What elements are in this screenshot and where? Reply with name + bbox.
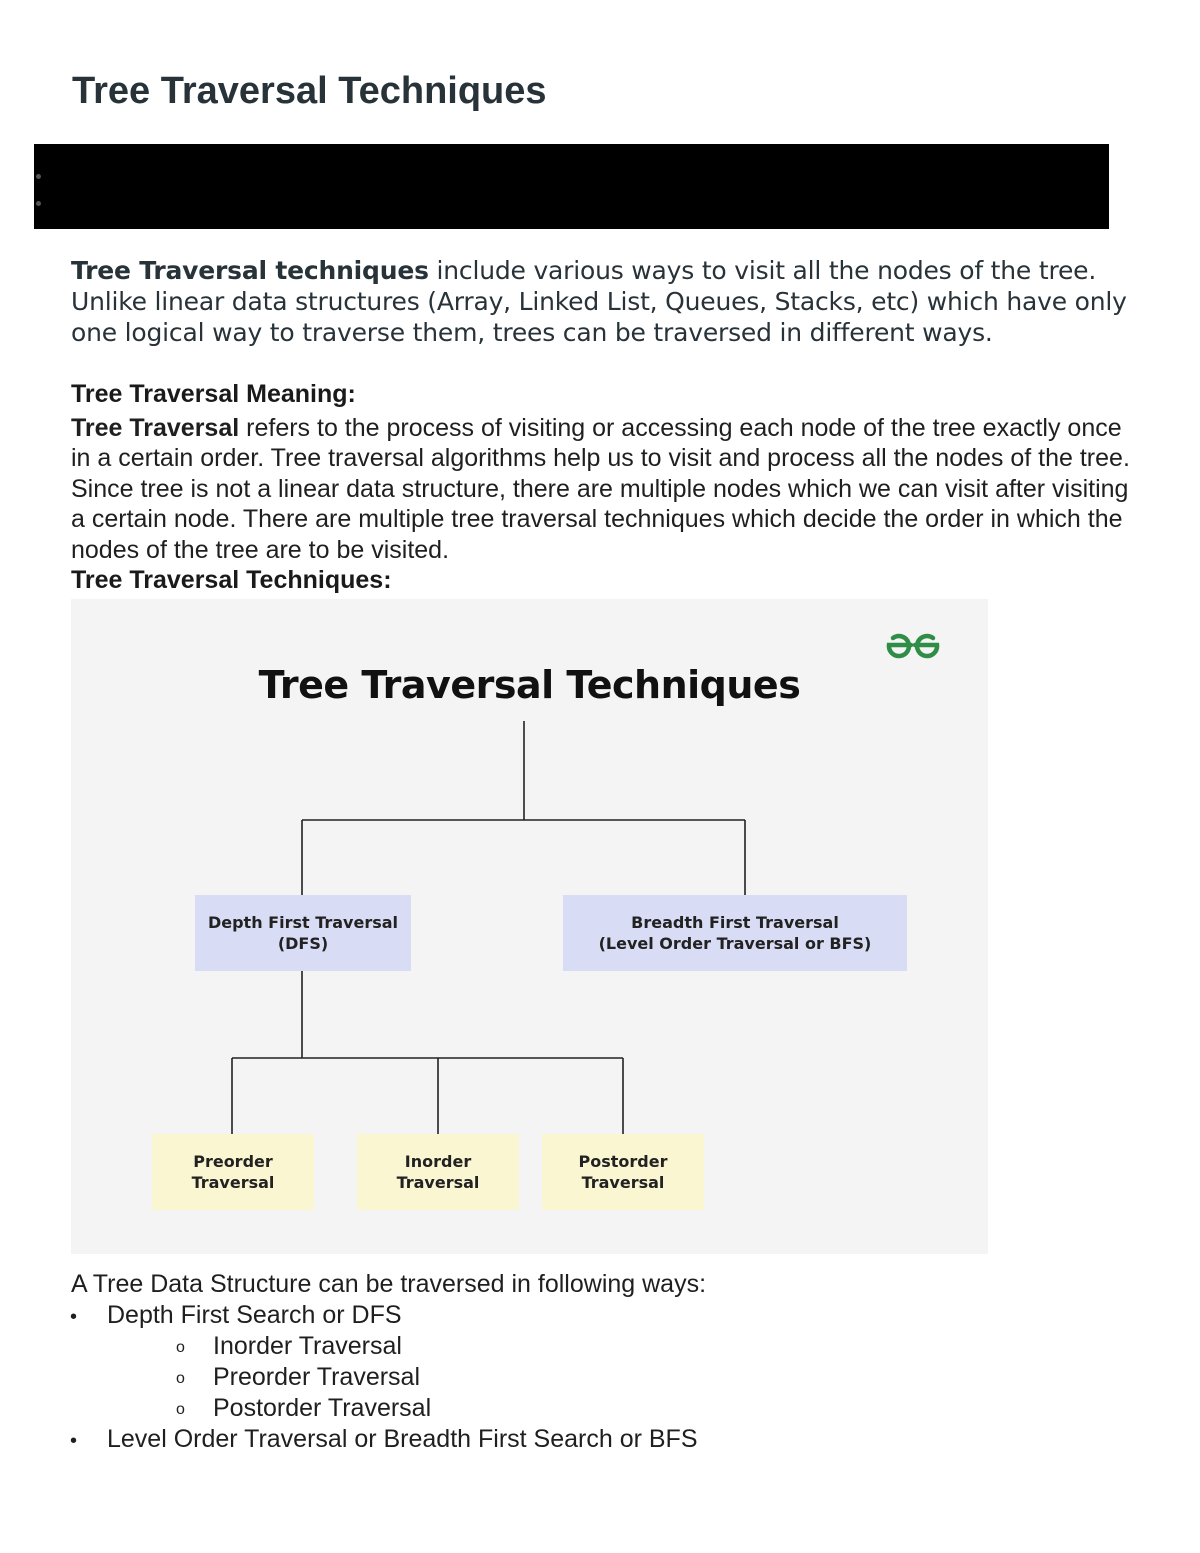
list-intro: A Tree Data Structure can be traversed in following ways: bbox=[71, 1270, 707, 1298]
sub-list-bullet: o bbox=[176, 1339, 185, 1356]
banner-dot bbox=[36, 174, 41, 179]
list-bullet: • bbox=[70, 1430, 78, 1452]
inorder-label-line2: Traversal bbox=[396, 1173, 480, 1192]
bfs-box bbox=[563, 895, 907, 971]
meaning-heading: Tree Traversal Meaning: bbox=[71, 380, 356, 408]
sub-list-item: Postorder Traversal bbox=[213, 1394, 432, 1422]
sub-list-bullet: o bbox=[176, 1370, 185, 1387]
redacted-banner bbox=[34, 144, 1109, 229]
intro-paragraph bbox=[71, 255, 1131, 348]
sub-list-bullet: o bbox=[176, 1401, 185, 1418]
page-title: Tree Traversal Techniques bbox=[72, 70, 547, 112]
postorder-box bbox=[542, 1134, 704, 1210]
list-item: Level Order Traversal or Breadth First Search or BFS bbox=[107, 1425, 698, 1453]
meaning-text: refers to the process of visiting or accessing each node of the tree exactly once in a certain order. Tree traversal algorithms help us to visit and process all the nodes of the tree. Since tree is not a linear data structure, there are multiple nodes which we can visit after visiting a certain node. There are multiple tree traversal techniques which decide the order in which the nodes of the tree are to be visited. bbox=[71, 414, 1130, 564]
list-bullet: • bbox=[70, 1306, 78, 1328]
dfs-box bbox=[195, 895, 411, 971]
techniques-heading: Tree Traversal Techniques: bbox=[71, 566, 392, 594]
bfs-label-line1: Breadth First Traversal bbox=[631, 913, 839, 932]
banner-dot bbox=[36, 201, 41, 206]
preorder-label-line1: Preorder bbox=[193, 1152, 273, 1171]
meaning-bold: Tree Traversal bbox=[71, 414, 240, 442]
sub-list-item: Inorder Traversal bbox=[213, 1332, 402, 1360]
postorder-label-line1: Postorder bbox=[578, 1152, 668, 1171]
tree-traversal-diagram bbox=[71, 599, 988, 1254]
intro-bold: Tree Traversal techniques bbox=[71, 256, 429, 285]
dfs-label-line1: Depth First Traversal bbox=[207, 913, 399, 932]
sub-list-item: Preorder Traversal bbox=[213, 1363, 421, 1391]
inorder-label-line1: Inorder bbox=[404, 1152, 472, 1171]
diagram-title: Tree Traversal Techniques bbox=[258, 663, 801, 707]
preorder-box bbox=[152, 1134, 314, 1210]
preorder-label-line2: Traversal bbox=[191, 1173, 275, 1192]
postorder-label-line2: Traversal bbox=[581, 1173, 665, 1192]
meaning-paragraph bbox=[71, 413, 1131, 565]
inorder-box bbox=[357, 1134, 519, 1210]
intro-text: include various ways to visit all the nodes of the tree. Unlike linear data structures (Array, Linked List, Queues, Stacks, etc) which have only one logical way to traverse them, trees can be traversed in different ways. bbox=[71, 256, 1127, 347]
list-item: Depth First Search or DFS bbox=[107, 1301, 402, 1329]
dfs-label-line2: (DFS) bbox=[277, 934, 329, 953]
bfs-label-line2: (Level Order Traversal or BFS) bbox=[598, 934, 872, 953]
